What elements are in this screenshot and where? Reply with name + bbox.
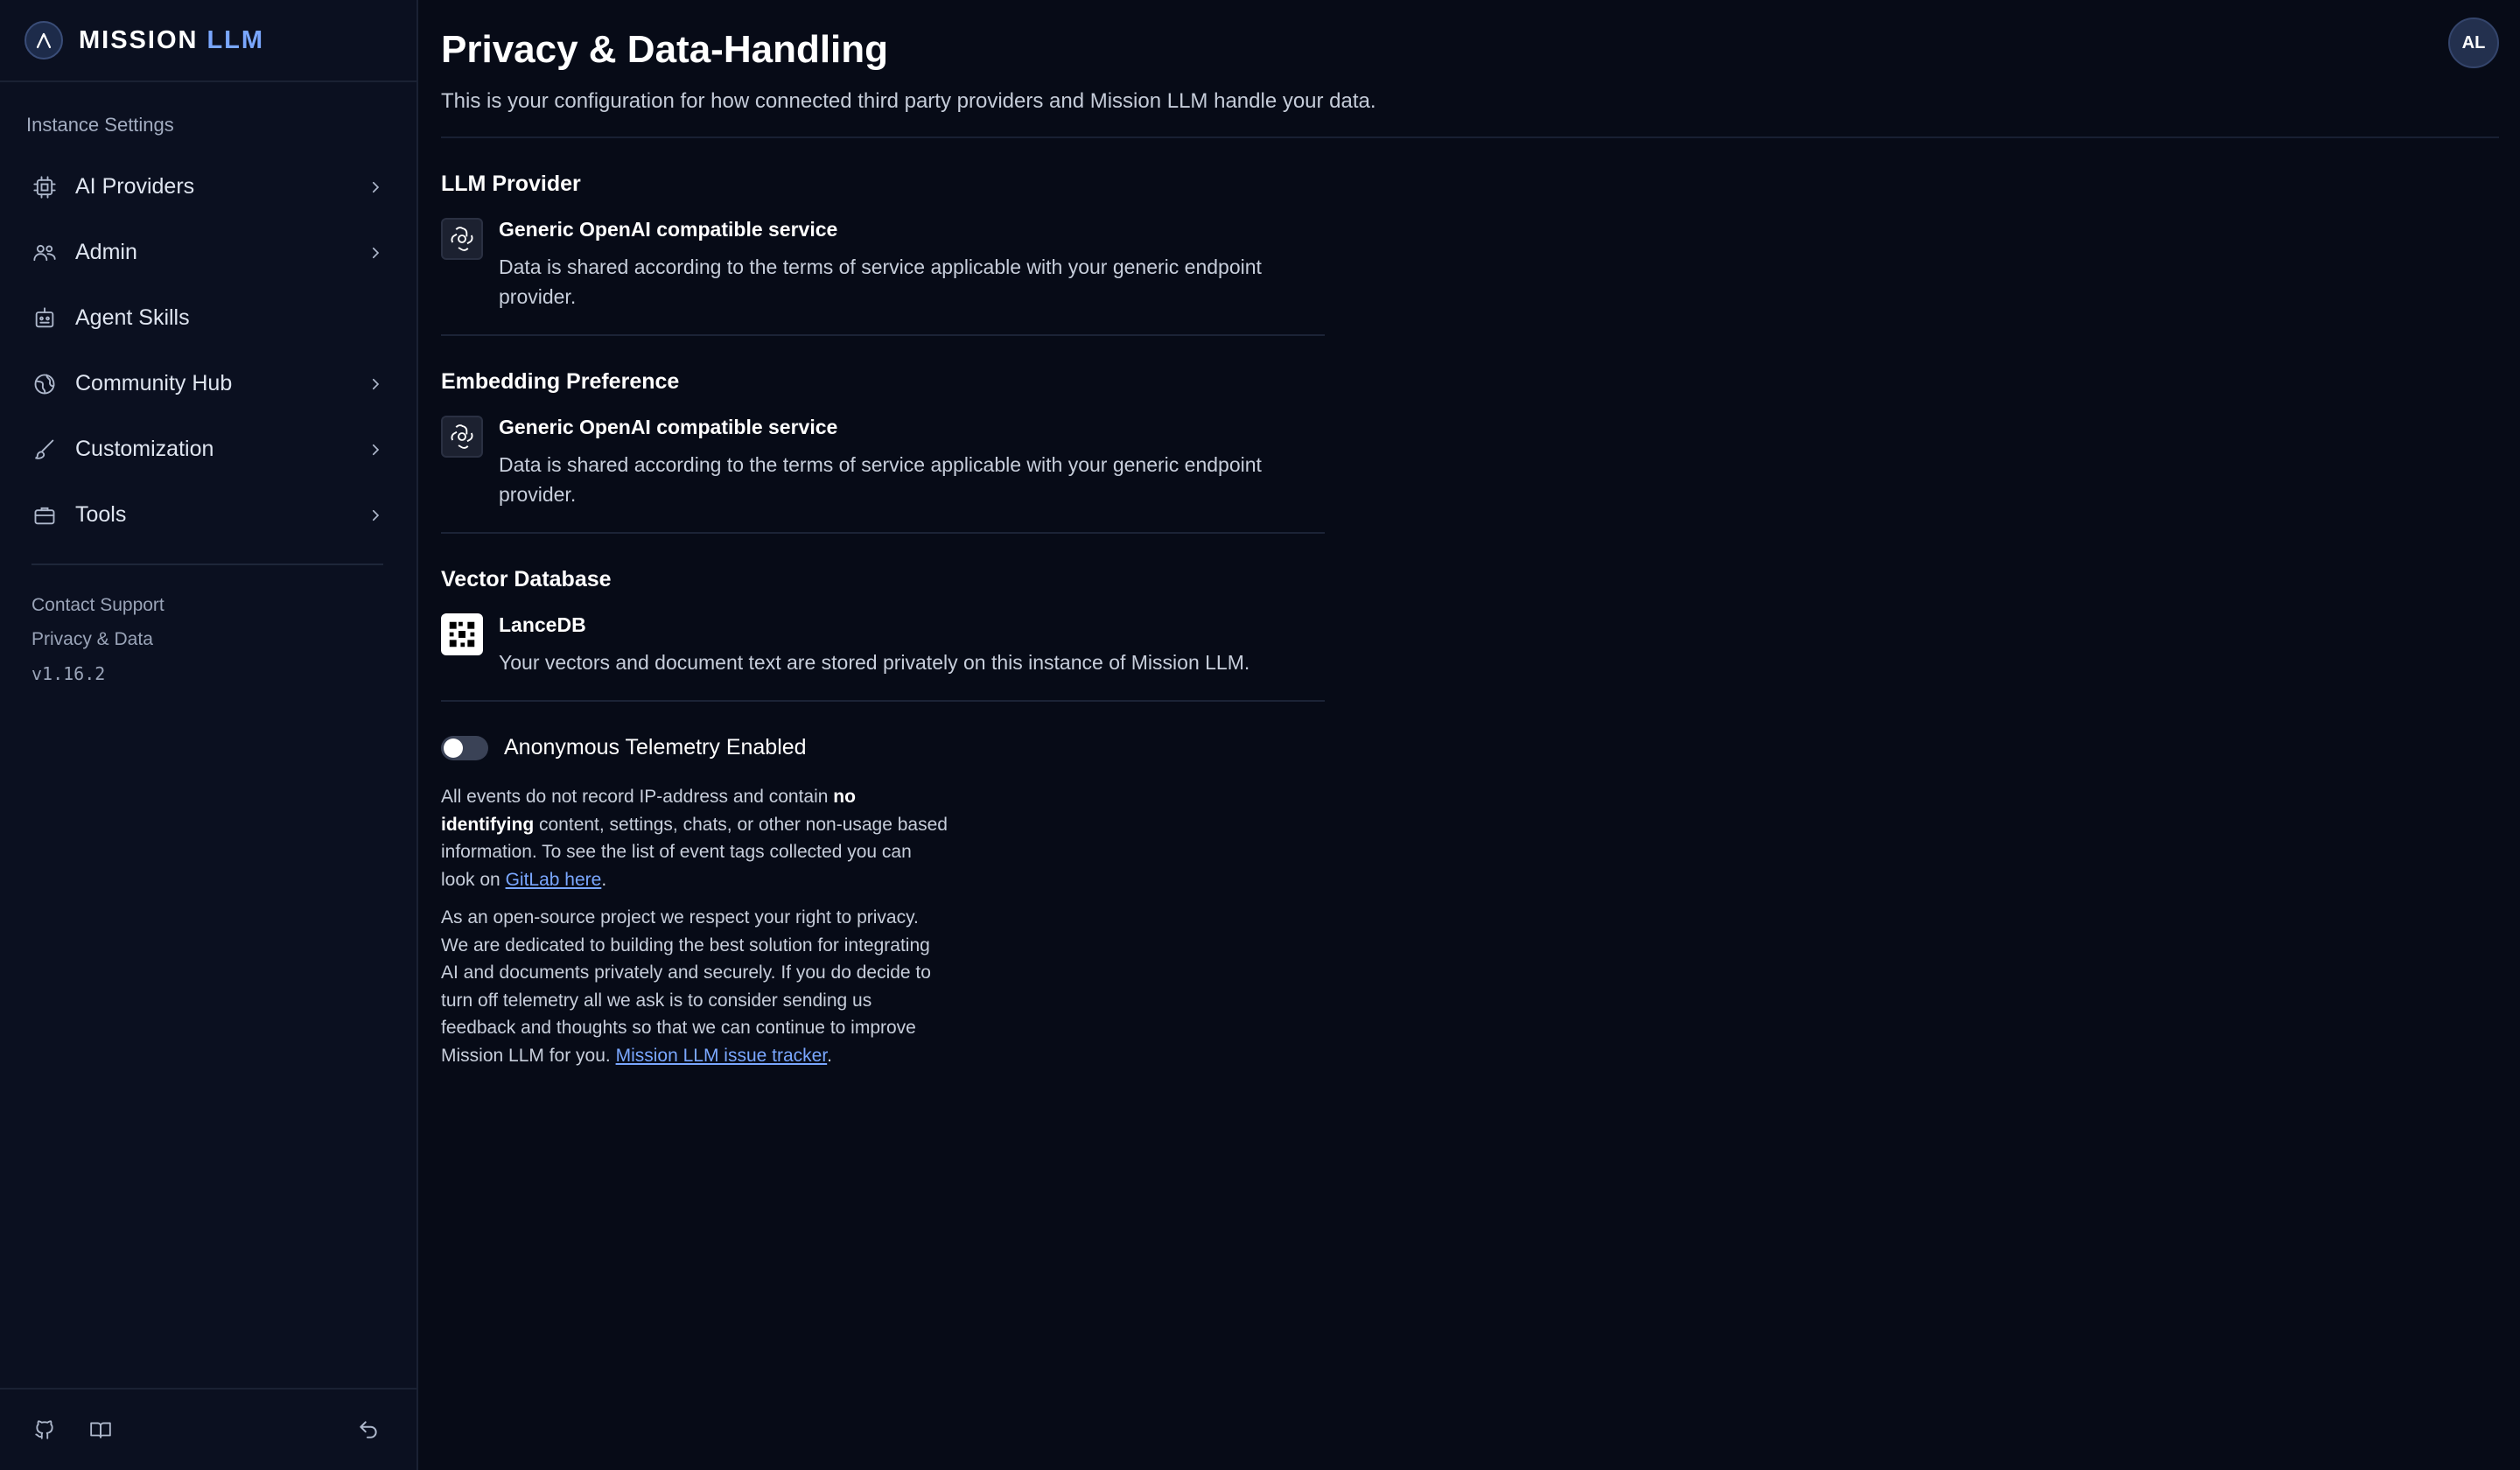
toolbox-icon (32, 502, 58, 528)
chevron-right-icon (368, 376, 383, 392)
provider-body (499, 416, 1312, 509)
provider-description: Your vectors and document text are stored privately on this instance of Mission LLM. (499, 651, 1250, 674)
telemetry-row (441, 735, 2520, 760)
provider-card (441, 218, 1325, 312)
sidebar-divider (32, 564, 383, 565)
sidebar-item-admin[interactable] (32, 220, 383, 285)
sidebar-item-label: Agent Skills (75, 305, 190, 330)
provider-card (441, 416, 1325, 509)
chevron-right-icon (368, 179, 383, 195)
sidebar-item-label: AI Providers (75, 174, 195, 199)
brand-logo-icon (24, 21, 63, 60)
telemetry-paragraph-2: As an open-source project we respect your right to privacy. We are dedicated to building the best solution for integrating AI and documents privately and securely. If you do decide to turn off telemetry all we ask is to consider sending us feedback and thoughts so that we can continue to improve Mission LLM for you. Mission LLM issue tracker. (441, 907, 931, 1066)
provider-body (499, 218, 1312, 312)
users-icon (32, 240, 58, 266)
provider-description: Data is shared according to the terms of service applicable with your generic endpoint provider. (499, 256, 1262, 308)
brand[interactable] (0, 0, 416, 82)
sidebar (0, 0, 418, 1470)
chevron-right-icon (368, 442, 383, 458)
cpu-icon (32, 174, 58, 200)
openai-logo-icon (441, 416, 483, 458)
gitlab-link[interactable]: GitLab here (505, 869, 602, 890)
sidebar-item-tools[interactable] (32, 482, 383, 548)
lancedb-logo-icon (441, 613, 483, 655)
provider-description: Data is shared according to the terms of service applicable with your generic endpoint provider. (499, 453, 1262, 506)
brush-icon (32, 437, 58, 463)
sidebar-footer (0, 1388, 416, 1470)
sidebar-item-agent-skills[interactable] (32, 285, 383, 351)
telemetry-paragraph-1: All events do not record IP-address and contain no identifying content, settings, chats, or other non-usage based information. To see the list of event tags collected you can look on GitLab here. (441, 787, 948, 890)
robot-icon (32, 305, 58, 332)
sidebar-item-ai-providers[interactable] (32, 154, 383, 220)
sidebar-item-label: Admin (75, 240, 137, 264)
provider-card (441, 613, 1325, 677)
main-content (418, 0, 2520, 1470)
section-heading: LLM Provider (441, 172, 581, 196)
brand-accent: LLM (206, 25, 265, 54)
emphasis-text: no identifying (441, 787, 856, 835)
instance-settings-label: Instance Settings (26, 114, 174, 136)
vector-database-section (441, 567, 1325, 702)
chevron-right-icon (368, 508, 383, 523)
sidebar-item-customization[interactable] (32, 416, 383, 482)
contact-support-link[interactable]: Contact Support (32, 595, 164, 615)
llm-provider-section (441, 172, 1325, 336)
user-avatar[interactable]: AL (2448, 18, 2499, 68)
issue-tracker-link[interactable]: Mission LLM issue tracker (615, 1045, 828, 1066)
section-heading: Embedding Preference (441, 369, 680, 394)
provider-name: LanceDB (499, 613, 586, 636)
provider-body (499, 613, 1312, 677)
page-subtitle: This is your configuration for how connected third party providers and Mission LLM handle your data. (441, 89, 1376, 113)
privacy-data-link[interactable]: Privacy & Data (32, 629, 153, 649)
header-divider (441, 136, 2499, 138)
sidebar-nav (0, 154, 416, 548)
provider-name: Generic OpenAI compatible service (499, 416, 838, 438)
telemetry-toggle[interactable] (441, 736, 488, 760)
github-icon[interactable] (32, 1417, 58, 1443)
brand-name: MISSION LLM (79, 25, 265, 54)
toggle-knob (444, 738, 463, 758)
sidebar-item-label: Community Hub (75, 371, 233, 396)
book-icon[interactable] (88, 1417, 114, 1443)
section-heading: Vector Database (441, 567, 612, 592)
telemetry-label: Anonymous Telemetry Enabled (504, 735, 807, 760)
page-title: Privacy & Data-Handling (441, 28, 889, 71)
provider-name: Generic OpenAI compatible service (499, 218, 838, 241)
embedding-preference-section (441, 369, 1325, 534)
sidebar-item-label: Customization (75, 437, 214, 461)
sidebar-item-label: Tools (75, 502, 127, 527)
version-label: v1.16.2 (32, 663, 106, 684)
openai-logo-icon (441, 218, 483, 260)
sidebar-item-community-hub[interactable] (32, 351, 383, 416)
back-arrow-icon[interactable] (355, 1417, 382, 1443)
chevron-right-icon (368, 245, 383, 261)
globe-icon (32, 371, 58, 397)
